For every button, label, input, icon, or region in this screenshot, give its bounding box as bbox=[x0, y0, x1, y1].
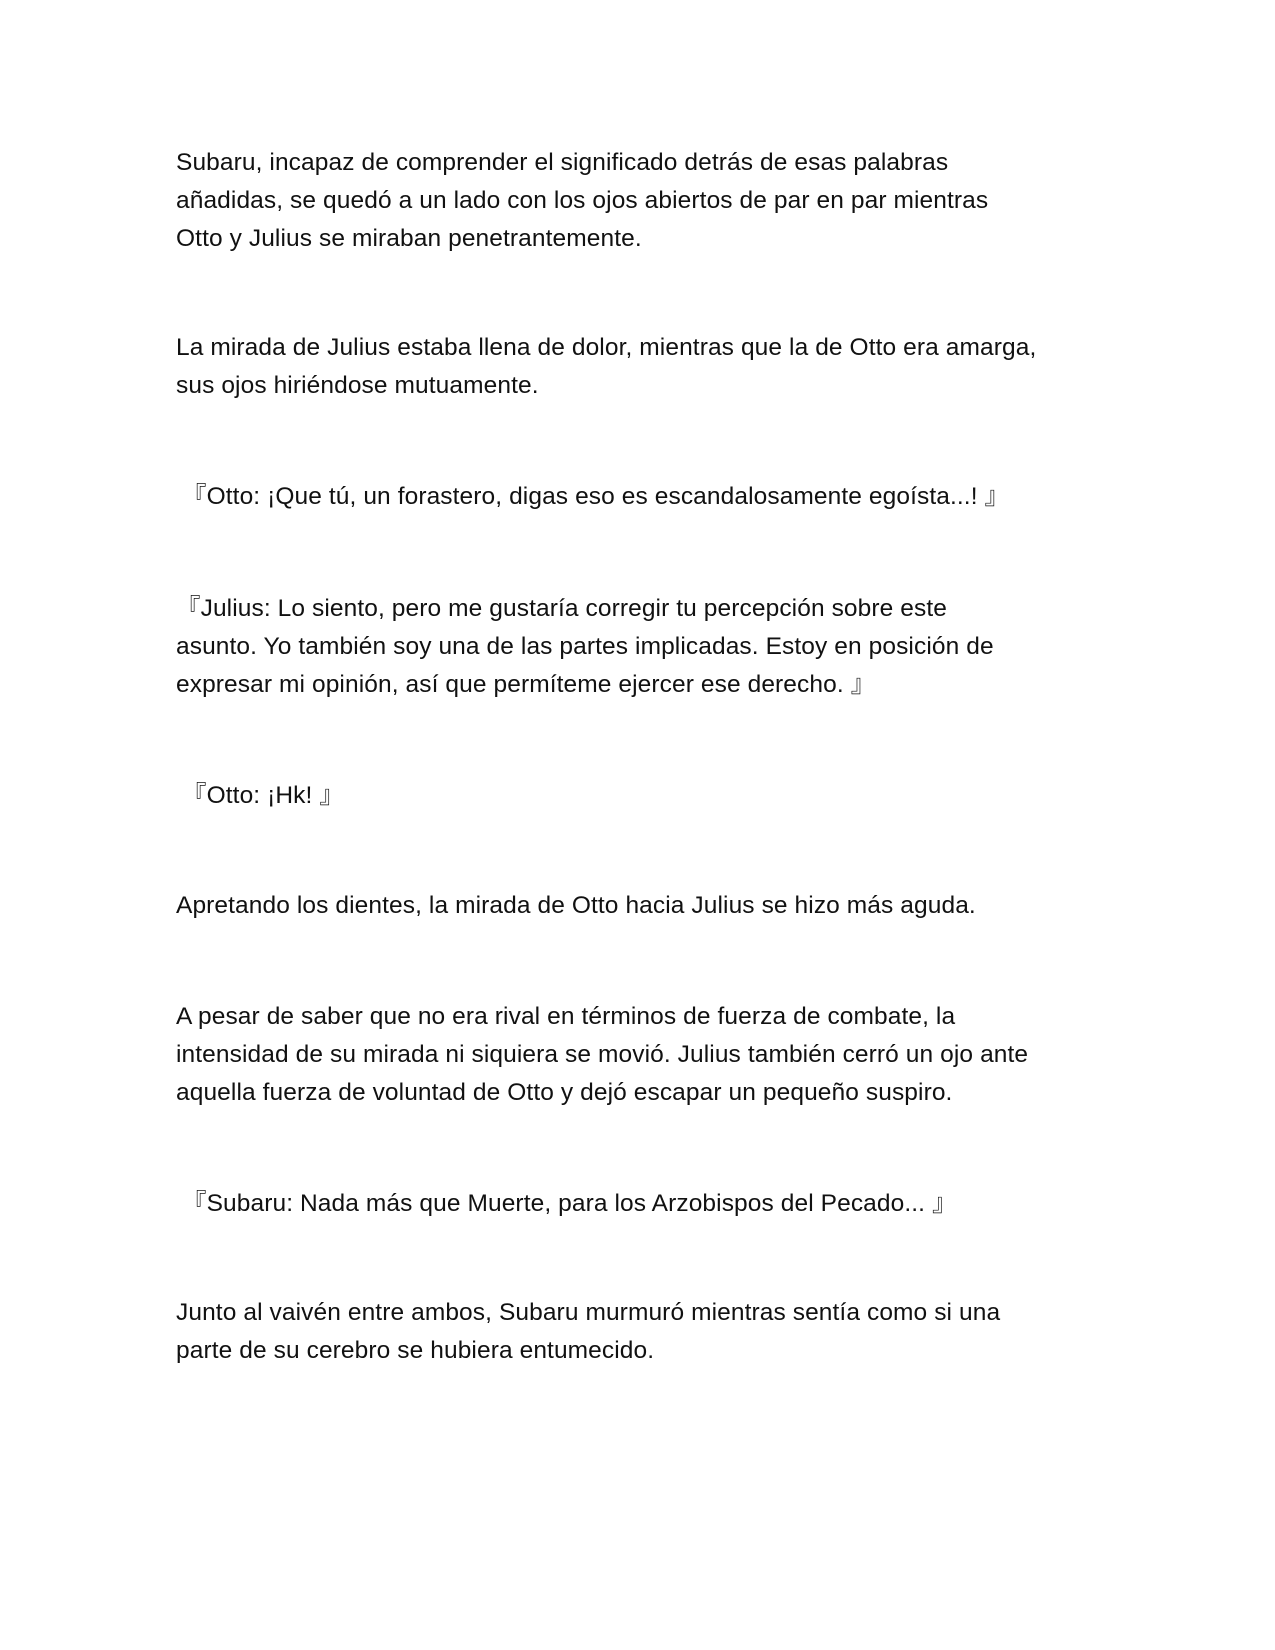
paragraph-line: A pesar de saber que no era rival en términos de fuerza de combate, la bbox=[176, 1003, 956, 1030]
dialogue-otto-2 bbox=[182, 777, 1112, 815]
paragraph-line: Otto y Julius se miraban penetrantemente. bbox=[176, 225, 642, 252]
dialogue-line: 『Subaru: Nada más que Muerte, para los Arzobispos del Pecado... 』 bbox=[182, 1190, 957, 1217]
dialogue-julius bbox=[176, 590, 1106, 704]
paragraph-line: Subaru, incapaz de comprender el significado detrás de esas palabras bbox=[176, 149, 949, 176]
dialogue-line: expresar mi opinión, así que permíteme ejercer ese derecho. 』 bbox=[176, 671, 876, 698]
paragraph-2 bbox=[176, 329, 1106, 405]
paragraph-4 bbox=[176, 998, 1106, 1112]
dialogue-otto-1 bbox=[182, 478, 1112, 516]
paragraph-line: añadidas, se quedó a un lado con los ojos abiertos de par en par mientras bbox=[176, 187, 989, 214]
paragraph-3 bbox=[176, 887, 1106, 925]
dialogue-subaru bbox=[182, 1185, 1112, 1223]
paragraph-5 bbox=[176, 1294, 1106, 1370]
dialogue-line: 『Otto: ¡Que tú, un forastero, digas eso es escandalosamente egoísta...! 』 bbox=[182, 483, 1010, 510]
paragraph-line: aquella fuerza de voluntad de Otto y dejó escapar un pequeño suspiro. bbox=[176, 1079, 953, 1106]
paragraph-line: intensidad de su mirada ni siquiera se movió. Julius también cerró un ojo ante bbox=[176, 1041, 1029, 1068]
paragraph-line: sus ojos hiriéndose mutuamente. bbox=[176, 372, 539, 399]
paragraph-line: parte de su cerebro se hubiera entumecido. bbox=[176, 1337, 655, 1364]
dialogue-line: asunto. Yo también soy una de las partes implicadas. Estoy en posición de bbox=[176, 633, 994, 660]
dialogue-line: 『Julius: Lo siento, pero me gustaría corregir tu percepción sobre este bbox=[176, 595, 947, 622]
paragraph-line: Junto al vaivén entre ambos, Subaru murmuró mientras sentía como si una bbox=[176, 1299, 1001, 1326]
paragraph-line: La mirada de Julius estaba llena de dolor, mientras que la de Otto era amarga, bbox=[176, 334, 1037, 361]
dialogue-line: 『Otto: ¡Hk! 』 bbox=[182, 782, 344, 809]
paragraph-line: Apretando los dientes, la mirada de Otto hacia Julius se hizo más aguda. bbox=[176, 892, 976, 919]
paragraph-1 bbox=[176, 144, 1106, 258]
